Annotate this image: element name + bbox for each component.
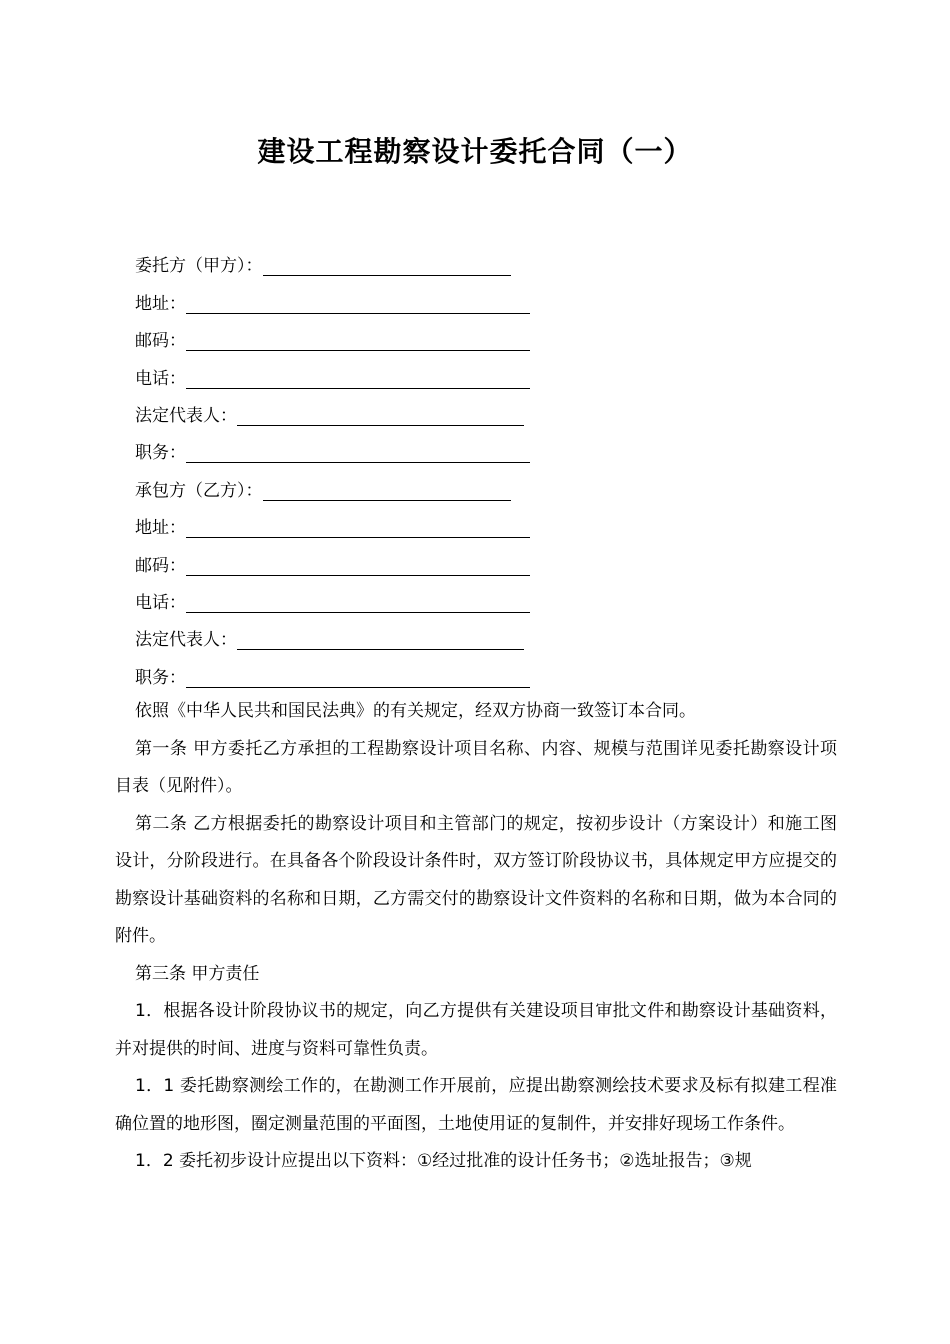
field-party-a-phone xyxy=(135,357,555,394)
paragraph-clause-1-2: 1．2 委托初步设计应提出以下资料：①经过批准的设计任务书；②选址报告；③规 xyxy=(135,1151,752,1171)
field-label: 法定代表人： xyxy=(135,405,237,426)
field-label: 地址： xyxy=(135,293,186,314)
field-party-b-postcode xyxy=(135,544,555,581)
field-label: 法定代表人： xyxy=(135,630,237,651)
field-party-b-phone xyxy=(135,582,555,619)
blank-line[interactable] xyxy=(186,574,530,576)
field-label: 承包方（乙方）： xyxy=(135,480,263,501)
field-label: 邮码： xyxy=(135,555,186,576)
party-info-fields xyxy=(135,245,555,694)
field-party-b-position xyxy=(135,656,555,693)
blank-line[interactable] xyxy=(186,312,530,314)
field-party-a-postcode xyxy=(135,320,555,357)
paragraph-article-3-heading: 第三条 甲方责任 xyxy=(135,963,260,984)
blank-line[interactable] xyxy=(186,461,530,463)
blank-line[interactable] xyxy=(186,349,530,351)
field-label: 电话： xyxy=(135,592,186,613)
paragraph-intro: 依照《中华人民共和国民法典》的有关规定，经双方协商一致签订本合同。 xyxy=(135,701,696,721)
field-party-a-legal-rep xyxy=(135,395,555,432)
blank-line[interactable] xyxy=(237,424,524,426)
field-label: 职务： xyxy=(135,667,186,688)
blank-line[interactable] xyxy=(186,536,530,538)
field-label: 委托方（甲方）： xyxy=(135,256,263,277)
document-title: 建设工程勘察设计委托合同（一） xyxy=(257,135,693,168)
blank-line[interactable] xyxy=(186,686,530,688)
blank-line[interactable] xyxy=(263,274,511,276)
paragraph-clause-1-1: 1．1 委托勘察测绘工作的，在勘测工作开展前，应提出勘察测绘技术要求及标有拟建工程准确位置的地形图，圈定测量范围的平面图，土地使用证的复制件，并安排好现场工作条件。 xyxy=(115,1076,837,1134)
field-party-a-position xyxy=(135,432,555,469)
field-party-a-address xyxy=(135,282,555,319)
field-label: 地址： xyxy=(135,518,186,539)
blank-line[interactable] xyxy=(237,648,524,650)
paragraph-article-2: 第二条 乙方根据委托的勘察设计项目和主管部门的规定，按初步设计（方案设计）和施工图设计，分阶段进行。在具备各个阶段设计条件时，双方签订阶段协议书，具体规定甲方应提交的勘察设计基础资料的名称和日期，乙方需交付的勘察设计文件资料的名称和日期，做为本合同的附件。 xyxy=(115,813,837,946)
field-label: 电话： xyxy=(135,368,186,389)
field-party-b-address xyxy=(135,507,555,544)
field-label: 邮码： xyxy=(135,331,186,352)
contract-body xyxy=(115,693,837,1181)
field-label: 职务： xyxy=(135,443,186,464)
blank-line[interactable] xyxy=(263,499,511,501)
field-party-b xyxy=(135,469,555,506)
field-party-a xyxy=(135,245,555,282)
paragraph-clause-1: 1．根据各设计阶段协议书的规定，向乙方提供有关建设项目审批文件和勘察设计基础资料，并对提供的时间、进度与资料可靠性负责。 xyxy=(115,1001,837,1059)
blank-line[interactable] xyxy=(186,611,530,613)
field-party-b-legal-rep xyxy=(135,619,555,656)
paragraph-article-1: 第一条 甲方委托乙方承担的工程勘察设计项目名称、内容、规模与范围详见委托勘察设计项目表（见附件）。 xyxy=(115,738,837,796)
blank-line[interactable] xyxy=(186,387,530,389)
